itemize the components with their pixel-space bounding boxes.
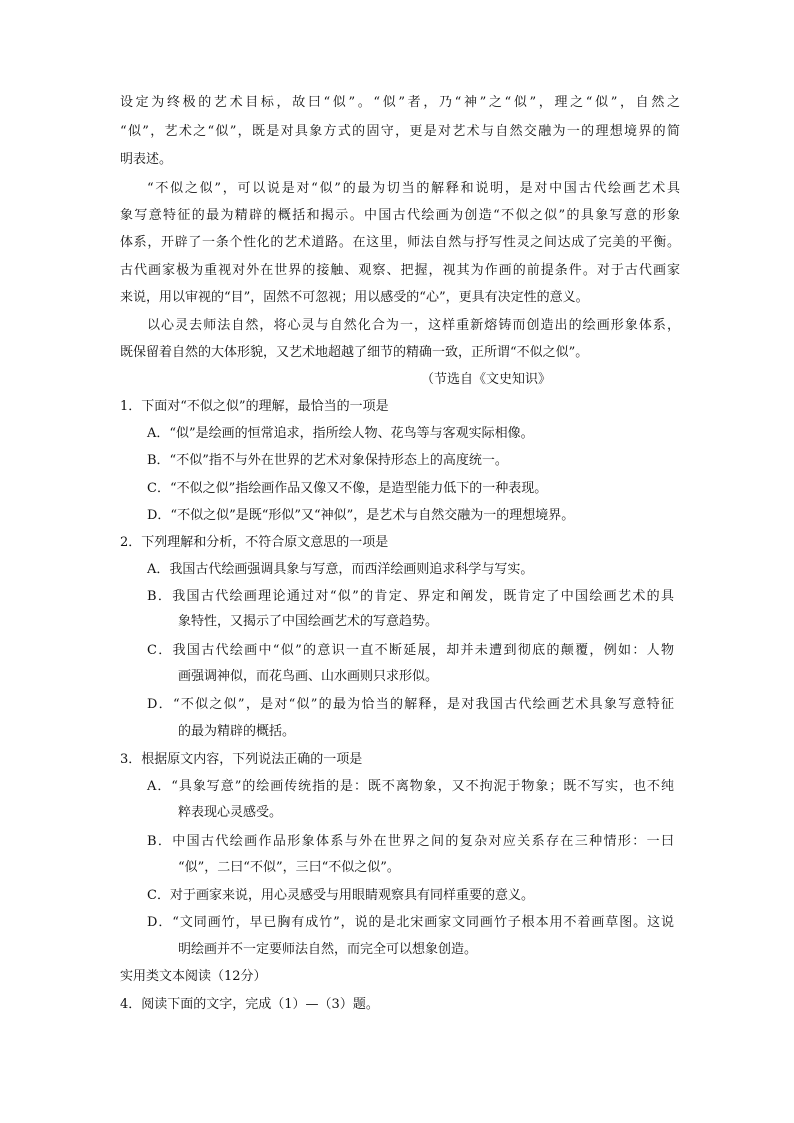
passage-line: 既保留着自然的大体形貌，又艺术地超越了细节的精确一致，正所谓“不似之似”。 (120, 345, 589, 360)
question-option-cont: 画强调神似，而花鸟画、山水画则只求形似。 (178, 669, 439, 684)
passage-line: 来说，用以审视的“目”，固然不可忽视；用以感受的“心”，更具有决定性的意义。 (120, 290, 589, 305)
question-stem: 2．下列理解和分析，不符合原文意思的一项是 (120, 535, 389, 550)
question-option: A．我国古代绘画强调具象与写意，而西洋绘画则追求科学与写实。 (147, 562, 534, 577)
question-option: C．“不似之似”指绘画作品又像又不像，是造型能力低下的一种表现。 (147, 481, 548, 496)
passage-line: 明表述。 (120, 152, 173, 167)
question-option: C．我国古代绘画中“似”的意识一直不断延展，却并未遭到彻底的颠覆，例如：人物 (147, 643, 674, 658)
question-option: D．“文同画竹，早已胸有成竹”，说的是北宋画家文同画竹子根本用不着画草图。这说 (147, 915, 674, 930)
question-stem: 3．根据原文内容，下列说法正确的一项是 (120, 752, 363, 767)
question-option-cont: “似”，二曰“不似”，三曰“不似之似”。 (178, 860, 400, 875)
question-option: A．“似”是绘画的恒常追求，指所绘人物、花鸟等与客观实际相像。 (147, 426, 534, 441)
passage-source: （节选自《文史知识》 (421, 372, 552, 387)
question-option: C．对于画家来说，用心灵感受与用眼睛观察具有同样重要的意义。 (147, 888, 534, 903)
question-option: B．我国古代绘画理论通过对“似”的肯定、界定和阐发，既肯定了中国绘画艺术的具 (147, 589, 674, 604)
passage-line: 体系，开辟了一条个性化的艺术道路。在这里，师法自然与抒写性灵之间达成了完美的平衡。 (120, 235, 680, 250)
passage-line: 以心灵去师法自然，将心灵与自然化合为一，这样重新熔铸而创造出的绘画形象体系， (147, 318, 680, 333)
question-option-cont: 明绘画并不一定要师法自然，而完全可以想象创造。 (178, 942, 478, 957)
passage-line: 古代画家极为重视对外在世界的接触、观察、把握，视其为作画的前提条件。对于古代画家 (120, 263, 680, 278)
passage-line: 象写意特征的最为精辟的概括和揭示。中国古代绘画为创造“不似之似”的具象写意的形象 (120, 208, 680, 223)
question-stem: 1．下面对“不似之似”的理解，最恰当的一项是 (120, 399, 389, 414)
question-option: D．“不似之似”是既“形似”又“神似”，是艺术与自然交融为一的理想境界。 (147, 508, 575, 523)
question-option-cont: 的最为精辟的概括。 (178, 724, 296, 739)
passage-line: 设定为终极的艺术目标，故曰“似”。“似”者，乃“神”之“似”，理之“似”，自然之 (120, 95, 680, 110)
question-option: B．“不似”指不与外在世界的艺术对象保持形态上的高度统一。 (147, 453, 508, 468)
question-option-cont: 象特性，又揭示了中国绘画艺术的写意趋势。 (178, 614, 439, 629)
question-stem: 4．阅读下面的文字，完成（1）—（3）题。 (120, 997, 379, 1012)
passage-line: “似”，艺术之“似”，既是对具象方式的固守，更是对艺术与自然交融为一的理想境界的简 (120, 124, 680, 139)
question-option-cont: 粹表现心灵感受。 (178, 805, 283, 820)
passage-line: “不似之似”，可以说是对“似”的最为切当的解释和说明，是对中国古代绘画艺术具 (147, 181, 680, 196)
question-option: A．“具象写意”的绘画传统指的是：既不离物象，又不拘泥于物象；既不写实，也不纯 (147, 779, 674, 794)
question-option: D．“不似之似”，是对“似”的最为恰当的解释，是对我国古代绘画艺术具象写意特征 (147, 697, 674, 712)
question-option: B．中国古代绘画作品形象体系与外在世界之间的复杂对应关系存在三种情形：一曰 (147, 834, 674, 849)
section-heading: 实用类文本阅读（12分） (120, 969, 267, 984)
